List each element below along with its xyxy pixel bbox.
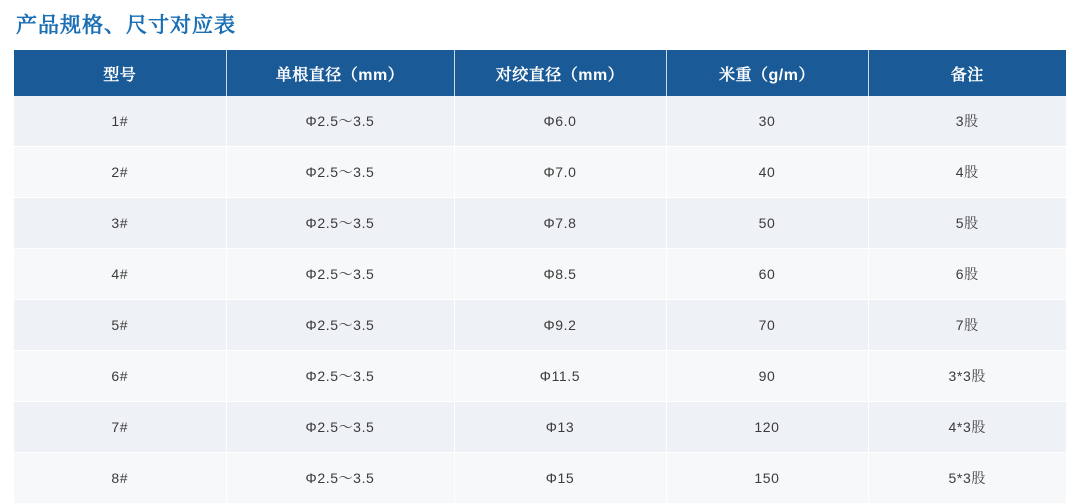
cell-remark: 4*3股 [868,402,1066,453]
table-row [14,300,1066,351]
cell-weight: 40 [666,147,868,198]
cell-remark: 3股 [868,96,1066,147]
specification-table [14,50,1066,504]
cell-twisted-diameter: Φ11.5 [454,351,666,402]
table-body [14,96,1066,504]
cell-twisted-diameter: Φ7.0 [454,147,666,198]
cell-remark: 7股 [868,300,1066,351]
cell-model: 3# [14,198,226,249]
table-row [14,402,1066,453]
cell-single-diameter: Φ2.5～3.5 [226,147,454,198]
cell-model: 5# [14,300,226,351]
cell-remark: 4股 [868,147,1066,198]
cell-single-diameter: Φ2.5～3.5 [226,300,454,351]
cell-weight: 90 [666,351,868,402]
table-header [14,50,1066,96]
cell-weight: 120 [666,402,868,453]
cell-weight: 30 [666,96,868,147]
cell-model: 1# [14,96,226,147]
page-title: 产品规格、尺寸对应表 [16,14,236,37]
cell-remark: 5股 [868,198,1066,249]
cell-model: 4# [14,249,226,300]
cell-weight: 150 [666,453,868,504]
table-row [14,351,1066,402]
column-header-remark: 备注 [868,50,1066,96]
table-header-row [14,50,1066,96]
cell-twisted-diameter: Φ6.0 [454,96,666,147]
cell-remark: 3*3股 [868,351,1066,402]
table-row [14,198,1066,249]
column-header-twisted-diameter: 对绞直径（mm） [454,50,666,96]
cell-model: 8# [14,453,226,504]
cell-weight: 60 [666,249,868,300]
cell-remark: 6股 [868,249,1066,300]
cell-single-diameter: Φ2.5～3.5 [226,96,454,147]
cell-single-diameter: Φ2.5～3.5 [226,402,454,453]
column-header-weight: 米重（g/m） [666,50,868,96]
cell-weight: 70 [666,300,868,351]
cell-single-diameter: Φ2.5～3.5 [226,351,454,402]
cell-twisted-diameter: Φ15 [454,453,666,504]
cell-model: 2# [14,147,226,198]
table-row [14,453,1066,504]
cell-model: 7# [14,402,226,453]
cell-twisted-diameter: Φ13 [454,402,666,453]
cell-twisted-diameter: Φ8.5 [454,249,666,300]
column-header-single-diameter: 单根直径（mm） [226,50,454,96]
cell-single-diameter: Φ2.5～3.5 [226,198,454,249]
cell-single-diameter: Φ2.5～3.5 [226,453,454,504]
cell-weight: 50 [666,198,868,249]
cell-single-diameter: Φ2.5～3.5 [226,249,454,300]
cell-twisted-diameter: Φ9.2 [454,300,666,351]
cell-remark: 5*3股 [868,453,1066,504]
cell-twisted-diameter: Φ7.8 [454,198,666,249]
cell-model: 6# [14,351,226,402]
table-row [14,147,1066,198]
table-row [14,249,1066,300]
table-row [14,96,1066,147]
column-header-model: 型号 [14,50,226,96]
